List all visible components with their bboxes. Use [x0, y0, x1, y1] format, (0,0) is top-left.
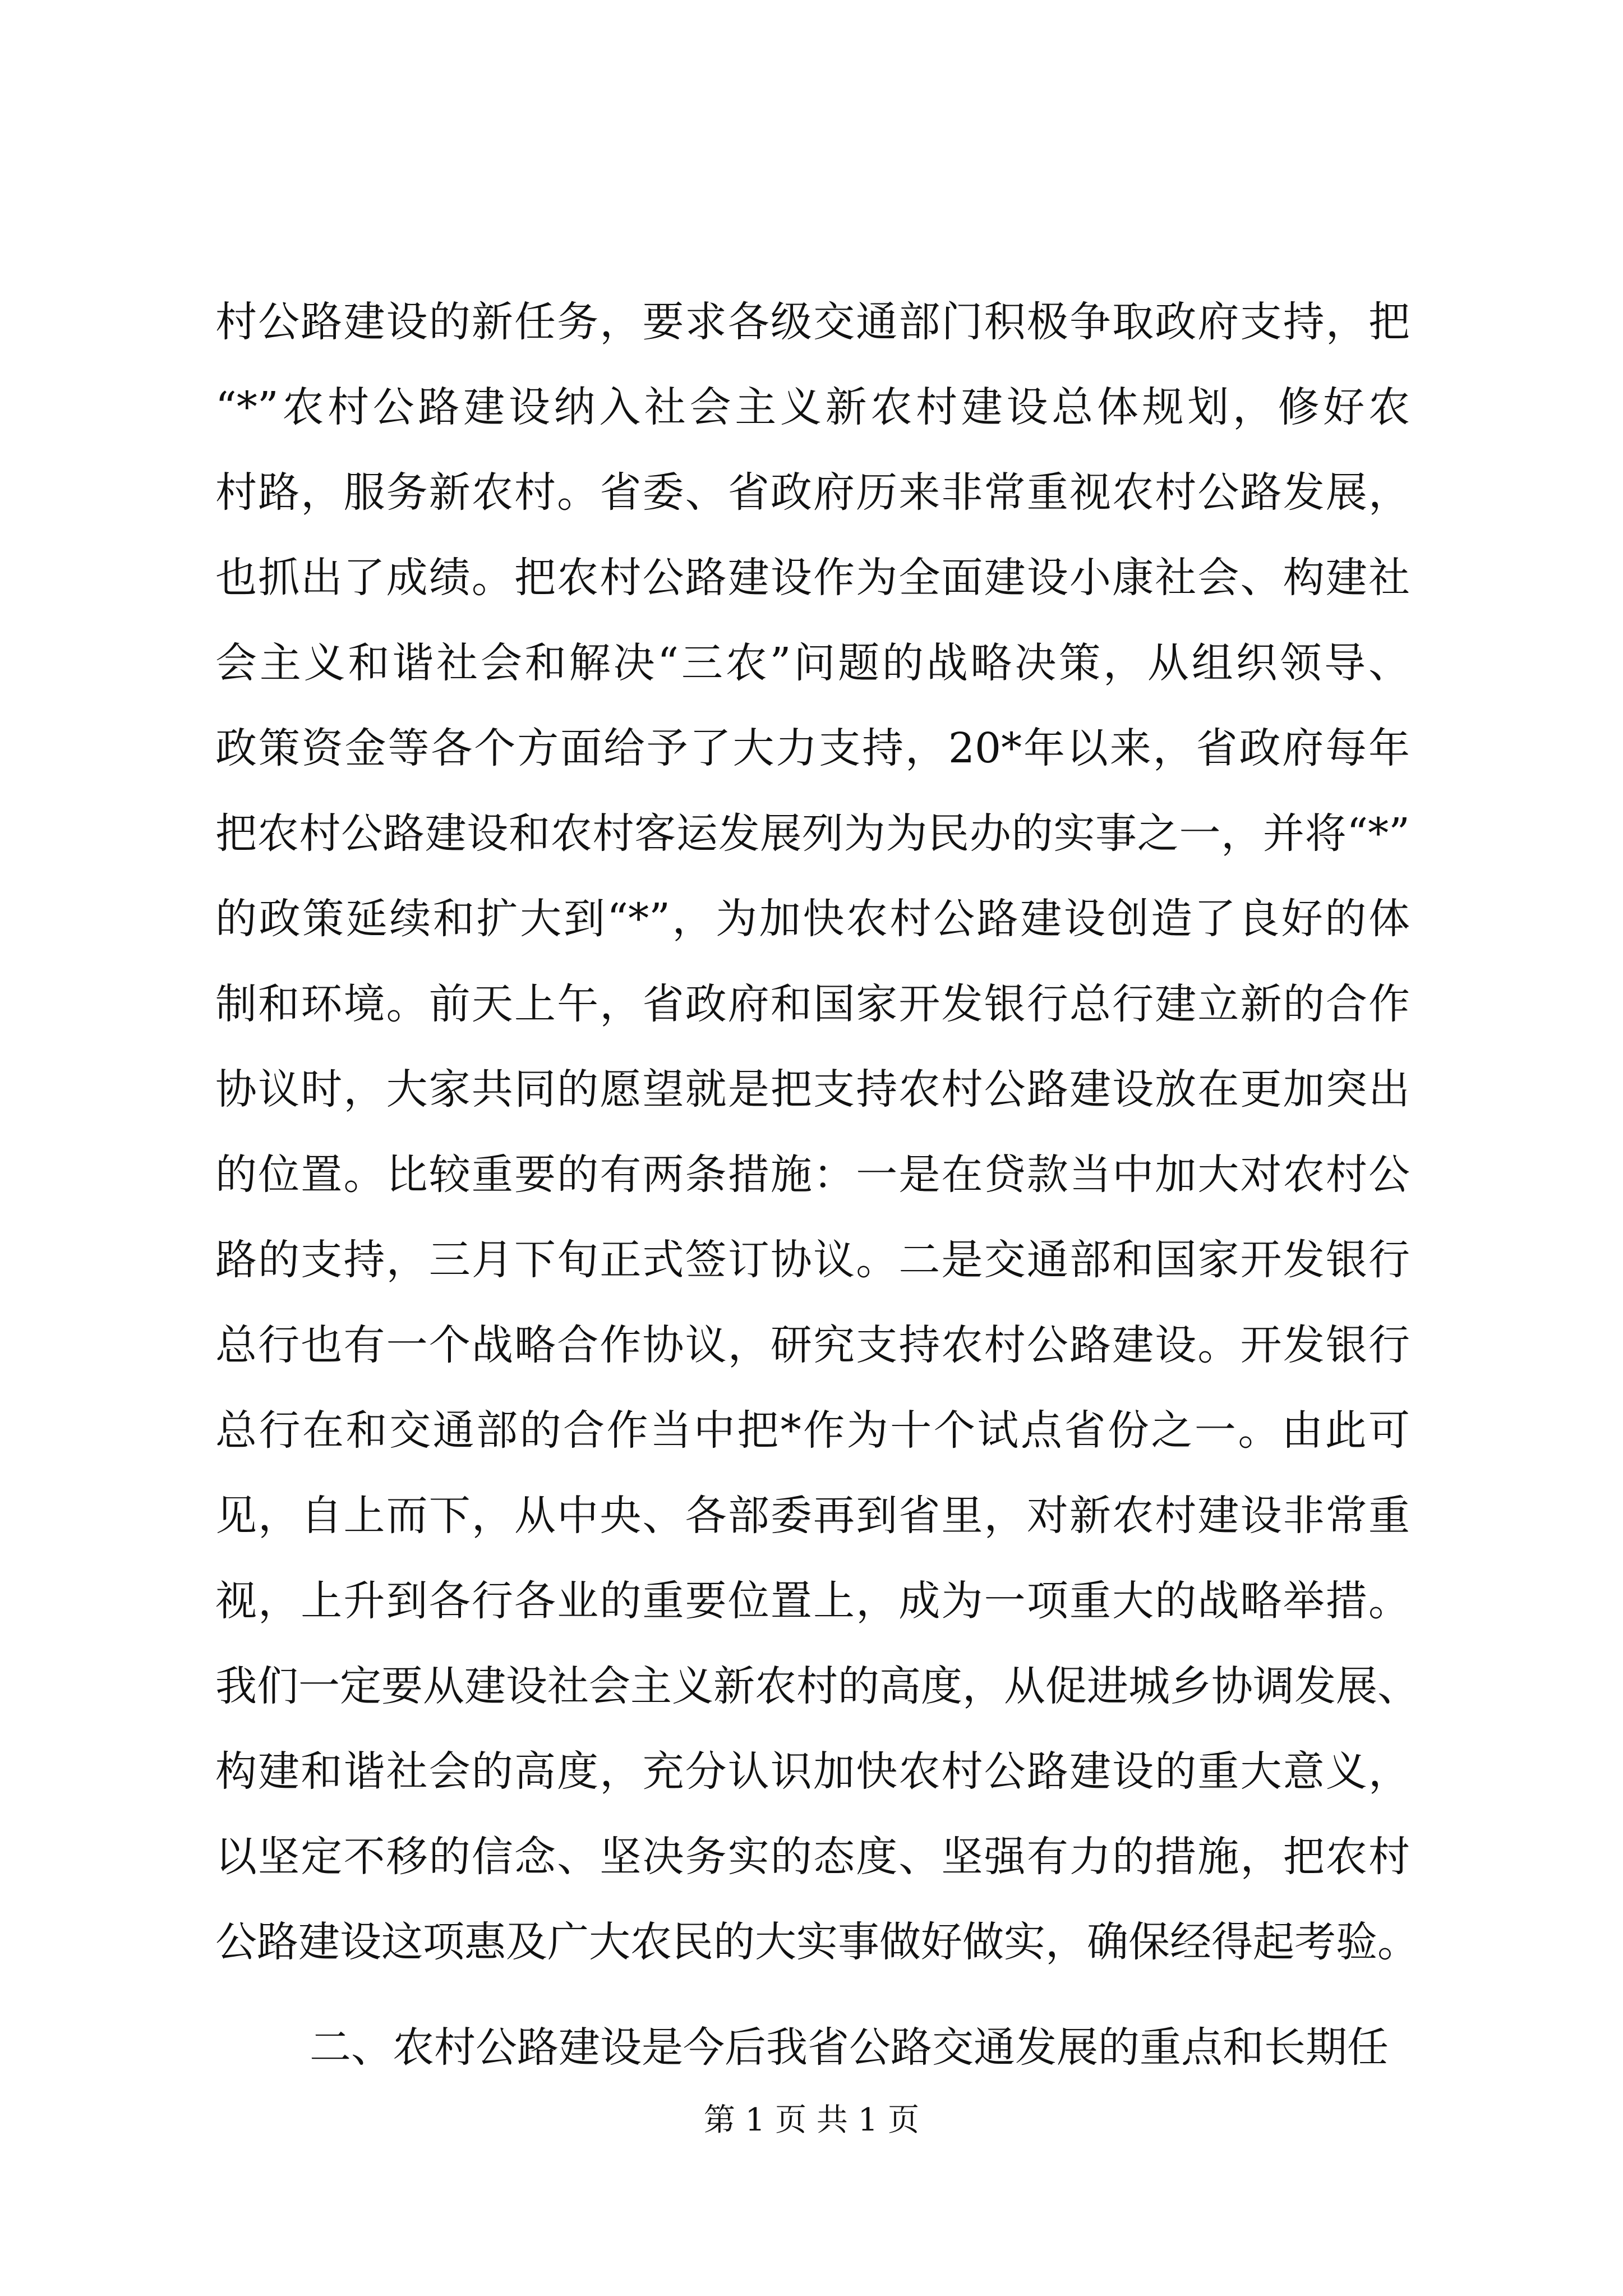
text-line: 公路建设这项惠及广大农民的大实事做好做实，确保经得起考验。	[215, 1918, 1419, 1966]
text-line: 把农村公路建设和农村客运发展列为为民办的实事之一，并将“*”	[215, 809, 1410, 858]
text-line: 村公路建设的新任务，要求各级交通部门积极争取政府支持，把	[215, 298, 1410, 346]
text-line: 视，上升到各行各业的重要位置上，成为一项重大的战略举措。	[215, 1577, 1410, 1625]
text-line: 总行在和交通部的合作当中把*作为十个试点省份之一。由此可	[215, 1406, 1410, 1455]
document-body	[215, 279, 1419, 2090]
text-line: 我们一定要从建设社会主义新农村的高度，从促进城乡协调发展、	[215, 1662, 1419, 1710]
text-line: 总行也有一个战略合作协议，研究支持农村公路建设。开发银行	[215, 1321, 1410, 1369]
text-line: 见，自上而下，从中央、各部委再到省里，对新农村建设非常重	[215, 1492, 1410, 1540]
page-footer	[0, 2098, 1623, 2143]
text-line: 制和环境。前天上午，省政府和国家开发银行总行建立新的合作	[215, 980, 1410, 1028]
text-line: 村路，服务新农村。省委、省政府历来非常重视农村公路发展，	[215, 468, 1410, 517]
page-number-label: 第 1 页 共 1 页	[703, 2102, 920, 2138]
text-line: 也抓出了成绩。把农村公路建设作为全面建设小康社会、构建社	[215, 554, 1410, 602]
text-line: 的政策延续和扩大到“*”，为加快农村公路建设创造了良好的体	[215, 895, 1410, 943]
text-line: 路的支持，三月下旬正式签订协议。二是交通部和国家开发银行	[215, 1236, 1410, 1284]
text-line: “*”农村公路建设纳入社会主义新农村建设总体规划，修好农	[215, 383, 1410, 431]
text-line: 会主义和谐社会和解决“三农”问题的战略决策，从组织领导、	[215, 639, 1410, 687]
text-line: 政策资金等各个方面给予了大力支持，20*年以来，省政府每年	[215, 724, 1410, 772]
section-heading-line: 二、农村公路建设是今后我省公路交通发展的重点和长期任	[310, 2023, 1389, 2072]
text-line: 协议时，大家共同的愿望就是把支持农村公路建设放在更加突出	[215, 1065, 1410, 1114]
text-line: 以坚定不移的信念、坚决务实的态度、坚强有力的措施，把农村	[215, 1833, 1410, 1881]
text-line: 的位置。比较重要的有两条措施：一是在贷款当中加大对农村公	[215, 1151, 1410, 1199]
paragraph-gap	[215, 1985, 1410, 2005]
text-line: 构建和谐社会的高度，充分认识加快农村公路建设的重大意义，	[215, 1747, 1410, 1796]
